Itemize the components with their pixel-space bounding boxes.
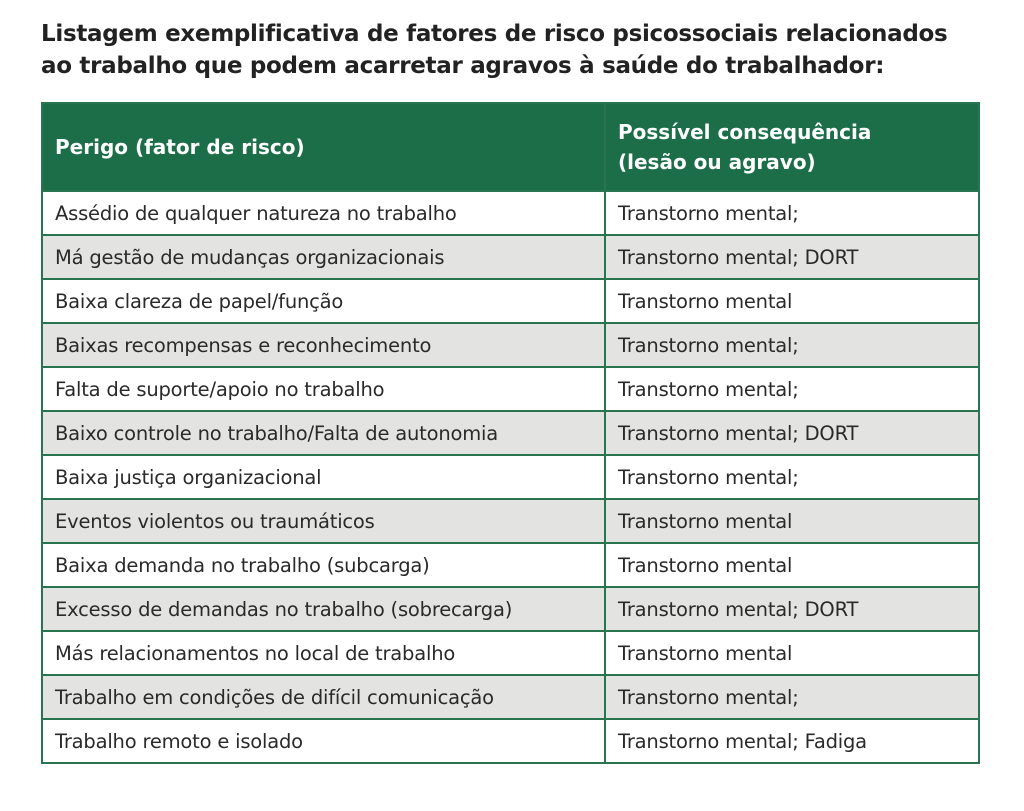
table-row	[42, 411, 979, 455]
consequence-cell: Transtorno mental;	[605, 191, 979, 235]
page-title-line-2: ao trabalho que podem acarretar agravos à saúde do trabalhador:	[41, 53, 885, 79]
consequence-cell: Transtorno mental	[605, 279, 979, 323]
hazard-cell: Eventos violentos ou traumáticos	[42, 499, 605, 543]
consequence-cell: Transtorno mental	[605, 631, 979, 675]
hazard-cell: Assédio de qualquer natureza no trabalho	[42, 191, 605, 235]
hazard-cell: Falta de suporte/apoio no trabalho	[42, 367, 605, 411]
page-title	[41, 18, 1001, 82]
table-row	[42, 235, 979, 279]
hazard-cell: Baixa clareza de papel/função	[42, 279, 605, 323]
column-header-hazard: Perigo (fator de risco)	[42, 103, 605, 191]
table-row	[42, 675, 979, 719]
hazard-cell: Más relacionamentos no local de trabalho	[42, 631, 605, 675]
table-row	[42, 367, 979, 411]
risk-factors-table	[41, 102, 980, 764]
hazard-cell: Baixas recompensas e reconhecimento	[42, 323, 605, 367]
table-row	[42, 631, 979, 675]
consequence-cell: Transtorno mental; DORT	[605, 411, 979, 455]
hazard-cell: Baixa justiça organizacional	[42, 455, 605, 499]
table-row	[42, 191, 979, 235]
consequence-cell: Transtorno mental;	[605, 455, 979, 499]
column-header-consequence-line-2: (lesão ou agravo)	[618, 150, 816, 174]
consequence-cell: Transtorno mental; DORT	[605, 587, 979, 631]
table-row	[42, 587, 979, 631]
consequence-cell: Transtorno mental	[605, 499, 979, 543]
consequence-cell: Transtorno mental;	[605, 675, 979, 719]
consequence-cell: Transtorno mental	[605, 543, 979, 587]
table-row	[42, 543, 979, 587]
consequence-cell: Transtorno mental; DORT	[605, 235, 979, 279]
hazard-cell: Baixo controle no trabalho/Falta de autonomia	[42, 411, 605, 455]
table-header-row	[42, 103, 979, 191]
table-row	[42, 455, 979, 499]
hazard-cell: Má gestão de mudanças organizacionais	[42, 235, 605, 279]
consequence-cell: Transtorno mental;	[605, 367, 979, 411]
table-row	[42, 719, 979, 763]
hazard-cell: Excesso de demandas no trabalho (sobrecarga)	[42, 587, 605, 631]
consequence-cell: Transtorno mental; Fadiga	[605, 719, 979, 763]
hazard-cell: Baixa demanda no trabalho (subcarga)	[42, 543, 605, 587]
column-header-consequence-line-1: Possível consequência	[618, 120, 872, 144]
table-row	[42, 499, 979, 543]
hazard-cell: Trabalho remoto e isolado	[42, 719, 605, 763]
page-title-line-1: Listagem exemplificativa de fatores de risco psicossociais relacionados	[41, 21, 948, 47]
hazard-cell: Trabalho em condições de difícil comunicação	[42, 675, 605, 719]
table-row	[42, 279, 979, 323]
column-header-consequence	[605, 103, 979, 191]
consequence-cell: Transtorno mental;	[605, 323, 979, 367]
table-row	[42, 323, 979, 367]
